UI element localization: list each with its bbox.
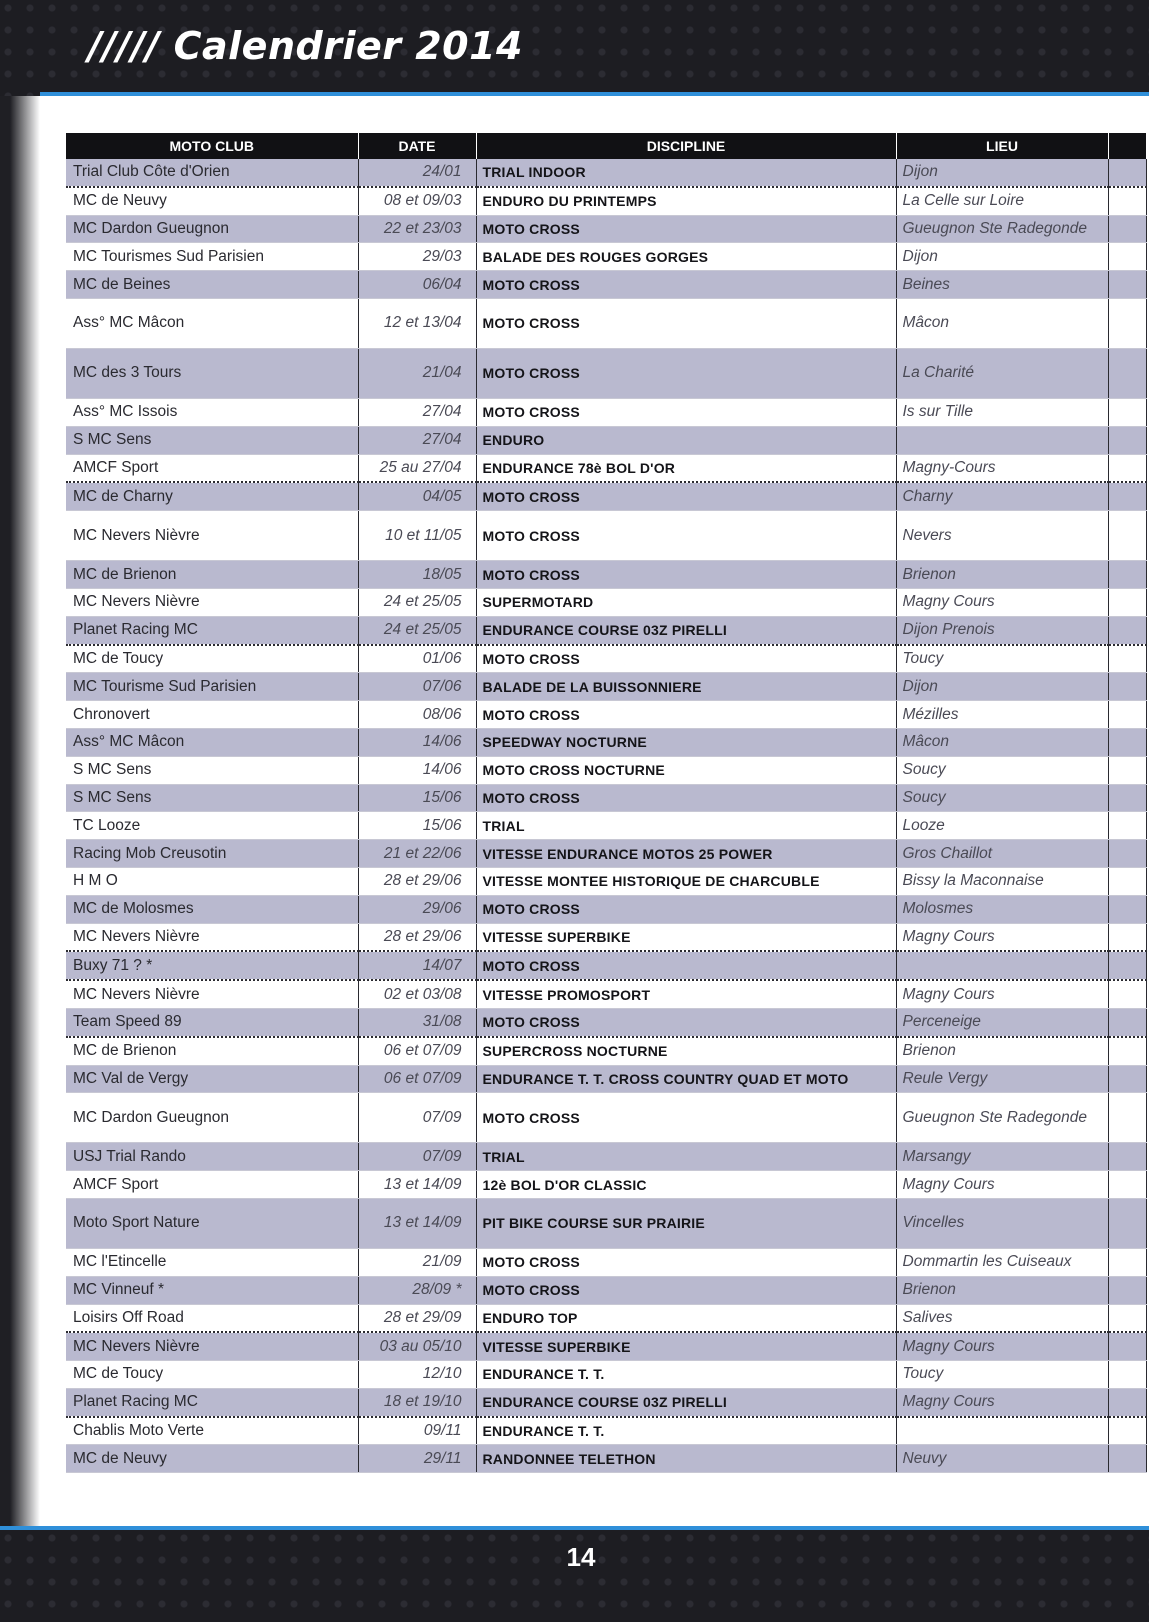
table-row [66, 1445, 1146, 1473]
blank-cell [1108, 951, 1146, 980]
table-row [66, 1417, 1146, 1445]
lieu-cell: Soucy [896, 784, 1108, 812]
club-cell: Ass° MC Mâcon [66, 298, 358, 348]
table-row [66, 215, 1146, 243]
date-cell: 13 et 14/09 [358, 1171, 476, 1199]
date-cell: 01/06 [358, 645, 476, 673]
blank-cell [1108, 616, 1146, 644]
club-cell: S MC Sens [66, 756, 358, 784]
lieu-cell: Molosmes [896, 895, 1108, 923]
date-cell: 21 et 22/06 [358, 840, 476, 868]
discipline-cell: MOTO CROSS [476, 398, 896, 426]
table-row [66, 482, 1146, 510]
column-header-club: MOTO CLUB [66, 133, 358, 159]
discipline-cell: MOTO CROSS NOCTURNE [476, 756, 896, 784]
discipline-cell: SUPERCROSS NOCTURNE [476, 1037, 896, 1065]
blank-cell [1108, 1037, 1146, 1065]
lieu-cell: Magny Cours [896, 923, 1108, 951]
blank-cell [1108, 271, 1146, 299]
date-cell: 12 et 13/04 [358, 298, 476, 348]
date-cell: 21/09 [358, 1248, 476, 1276]
club-cell: MC Nevers Nièvre [66, 511, 358, 561]
table-row [66, 588, 1146, 616]
table-header-row [66, 133, 1146, 159]
date-cell: 08 et 09/03 [358, 187, 476, 215]
table-row [66, 1198, 1146, 1248]
table-row [66, 645, 1146, 673]
column-header-date: DATE [358, 133, 476, 159]
blank-cell [1108, 348, 1146, 398]
club-cell: MC Nevers Nièvre [66, 1332, 358, 1360]
discipline-cell: ENDURANCE 78è BOL D'OR [476, 454, 896, 482]
discipline-cell: MOTO CROSS [476, 271, 896, 299]
lieu-cell: Neuvy [896, 1445, 1108, 1473]
table-row [66, 1304, 1146, 1332]
club-cell: Moto Sport Nature [66, 1198, 358, 1248]
discipline-cell: SUPERMOTARD [476, 588, 896, 616]
club-cell: MC Nevers Nièvre [66, 588, 358, 616]
club-cell: MC des 3 Tours [66, 348, 358, 398]
lieu-cell: Toucy [896, 645, 1108, 673]
blank-cell [1108, 511, 1146, 561]
discipline-cell: BALADE DES ROUGES GORGES [476, 243, 896, 271]
discipline-cell: ENDURANCE T. T. [476, 1417, 896, 1445]
discipline-cell: SPEEDWAY NOCTURNE [476, 728, 896, 756]
discipline-cell: MOTO CROSS [476, 348, 896, 398]
lieu-cell: Is sur Tille [896, 398, 1108, 426]
date-cell: 14/06 [358, 728, 476, 756]
table-row [66, 980, 1146, 1008]
blank-cell [1108, 1093, 1146, 1143]
club-cell: MC Vinneuf * [66, 1276, 358, 1304]
club-cell: USJ Trial Rando [66, 1143, 358, 1171]
date-cell: 28/09 * [358, 1276, 476, 1304]
table-row [66, 454, 1146, 482]
date-cell: 14/06 [358, 756, 476, 784]
club-cell: Trial Club Côte d'Orien [66, 159, 358, 187]
discipline-cell: MOTO CROSS [476, 1093, 896, 1143]
date-cell: 06/04 [358, 271, 476, 299]
lieu-cell: Perceneige [896, 1008, 1108, 1036]
lieu-cell [896, 426, 1108, 454]
blank-cell [1108, 1304, 1146, 1332]
lieu-cell: Reule Vergy [896, 1065, 1108, 1093]
discipline-cell: VITESSE SUPERBIKE [476, 923, 896, 951]
lieu-cell: Soucy [896, 756, 1108, 784]
lieu-cell: Charny [896, 482, 1108, 510]
club-cell: AMCF Sport [66, 1171, 358, 1199]
discipline-cell: TRIAL [476, 812, 896, 840]
discipline-cell: RANDONNEE TELETHON [476, 1445, 896, 1473]
discipline-cell: ENDURANCE COURSE 03Z PIRELLI [476, 1388, 896, 1416]
club-cell: Ass° MC Mâcon [66, 728, 358, 756]
table-row [66, 348, 1146, 398]
discipline-cell: ENDURO DU PRINTEMPS [476, 187, 896, 215]
club-cell: Chronovert [66, 701, 358, 729]
table-row [66, 895, 1146, 923]
discipline-cell: MOTO CROSS [476, 784, 896, 812]
table-row [66, 701, 1146, 729]
discipline-cell: MOTO CROSS [476, 1276, 896, 1304]
discipline-cell: VITESSE SUPERBIKE [476, 1332, 896, 1360]
club-cell: MC de Molosmes [66, 895, 358, 923]
blank-cell [1108, 923, 1146, 951]
date-cell: 07/09 [358, 1143, 476, 1171]
club-cell: Ass° MC Issois [66, 398, 358, 426]
date-cell: 28 et 29/09 [358, 1304, 476, 1332]
blank-cell [1108, 454, 1146, 482]
blank-cell [1108, 756, 1146, 784]
club-cell: TC Looze [66, 812, 358, 840]
date-cell: 15/06 [358, 812, 476, 840]
lieu-cell: Gueugnon Ste Radegonde [896, 215, 1108, 243]
blank-cell [1108, 728, 1146, 756]
club-cell: MC de Charny [66, 482, 358, 510]
blank-cell [1108, 187, 1146, 215]
table-row [66, 1037, 1146, 1065]
discipline-cell: ENDURO TOP [476, 1304, 896, 1332]
lieu-cell: Magny Cours [896, 588, 1108, 616]
lieu-cell: Vincelles [896, 1198, 1108, 1248]
blank-cell [1108, 840, 1146, 868]
lieu-cell: Gueugnon Ste Radegonde [896, 1093, 1108, 1143]
lieu-cell: Mézilles [896, 701, 1108, 729]
club-cell: MC de Brienon [66, 561, 358, 589]
table-row [66, 756, 1146, 784]
blank-cell [1108, 784, 1146, 812]
date-cell: 18/05 [358, 561, 476, 589]
date-cell: 22 et 23/03 [358, 215, 476, 243]
blank-cell [1108, 561, 1146, 589]
lieu-cell: Magny Cours [896, 1388, 1108, 1416]
table-row [66, 1171, 1146, 1199]
table-row [66, 1388, 1146, 1416]
discipline-cell: MOTO CROSS [476, 895, 896, 923]
date-cell: 06 et 07/09 [358, 1065, 476, 1093]
table-row [66, 923, 1146, 951]
discipline-cell: TRIAL [476, 1143, 896, 1171]
club-cell: MC l'Etincelle [66, 1248, 358, 1276]
lieu-cell: Brienon [896, 561, 1108, 589]
blank-cell [1108, 645, 1146, 673]
calendar-body [66, 159, 1146, 1473]
table-row [66, 867, 1146, 895]
club-cell: S MC Sens [66, 426, 358, 454]
club-cell: MC de Toucy [66, 645, 358, 673]
discipline-cell: MOTO CROSS [476, 511, 896, 561]
lieu-cell: Dijon Prenois [896, 616, 1108, 644]
page-number: 14 [566, 1542, 596, 1572]
table-row [66, 398, 1146, 426]
column-header-discipline: DISCIPLINE [476, 133, 896, 159]
lieu-cell: Marsangy [896, 1143, 1108, 1171]
blank-cell [1108, 1276, 1146, 1304]
discipline-cell: MOTO CROSS [476, 701, 896, 729]
discipline-cell: MOTO CROSS [476, 482, 896, 510]
club-cell: Planet Racing MC [66, 616, 358, 644]
discipline-cell: VITESSE MONTEE HISTORIQUE DE CHARCUBLE [476, 867, 896, 895]
header-accent-line [40, 92, 1149, 96]
table-row [66, 187, 1146, 215]
table-row [66, 1065, 1146, 1093]
discipline-cell: BALADE DE LA BUISSONNIERE [476, 673, 896, 701]
blank-cell [1108, 243, 1146, 271]
date-cell: 14/07 [358, 951, 476, 980]
table-row [66, 840, 1146, 868]
lieu-cell: Bissy la Maconnaise [896, 867, 1108, 895]
table-row [66, 1361, 1146, 1389]
lieu-cell: Toucy [896, 1361, 1108, 1389]
club-cell: H M O [66, 867, 358, 895]
table-row [66, 812, 1146, 840]
calendar-table [66, 133, 1147, 1473]
club-cell: MC de Neuvy [66, 187, 358, 215]
table-row [66, 728, 1146, 756]
blank-cell [1108, 215, 1146, 243]
discipline-cell: ENDURANCE COURSE 03Z PIRELLI [476, 616, 896, 644]
table-row [66, 243, 1146, 271]
date-cell: 28 et 29/06 [358, 867, 476, 895]
lieu-cell [896, 951, 1108, 980]
lieu-cell: Dommartin les Cuiseaux [896, 1248, 1108, 1276]
date-cell: 24 et 25/05 [358, 616, 476, 644]
blank-cell [1108, 867, 1146, 895]
club-cell: Chablis Moto Verte [66, 1417, 358, 1445]
page-title: ///// Calendrier 2014 [88, 24, 523, 68]
date-cell: 03 au 05/10 [358, 1332, 476, 1360]
club-cell: MC de Toucy [66, 1361, 358, 1389]
date-cell: 15/06 [358, 784, 476, 812]
lieu-cell: Salives [896, 1304, 1108, 1332]
table-row [66, 673, 1146, 701]
table-row [66, 1248, 1146, 1276]
blank-cell [1108, 426, 1146, 454]
date-cell: 13 et 14/09 [358, 1198, 476, 1248]
column-header-lieu: LIEU [896, 133, 1108, 159]
table-row [66, 1093, 1146, 1143]
page-edge-shadow [0, 96, 40, 1526]
table-row [66, 1008, 1146, 1036]
date-cell: 31/08 [358, 1008, 476, 1036]
discipline-cell: ENDURANCE T. T. [476, 1361, 896, 1389]
blank-cell [1108, 298, 1146, 348]
club-cell: MC Tourismes Sud Parisien [66, 243, 358, 271]
club-cell: Planet Racing MC [66, 1388, 358, 1416]
lieu-cell: Looze [896, 812, 1108, 840]
discipline-cell: TRIAL INDOOR [476, 159, 896, 187]
table-row [66, 784, 1146, 812]
lieu-cell: Gros Chaillot [896, 840, 1108, 868]
discipline-cell: ENDURO [476, 426, 896, 454]
date-cell: 27/04 [358, 398, 476, 426]
club-cell: Loisirs Off Road [66, 1304, 358, 1332]
blank-cell [1108, 1171, 1146, 1199]
lieu-cell: Dijon [896, 159, 1108, 187]
date-cell: 24 et 25/05 [358, 588, 476, 616]
club-cell: MC de Beines [66, 271, 358, 299]
table-row [66, 159, 1146, 187]
date-cell: 25 au 27/04 [358, 454, 476, 482]
blank-cell [1108, 1248, 1146, 1276]
date-cell: 02 et 03/08 [358, 980, 476, 1008]
table-row [66, 1143, 1146, 1171]
lieu-cell: La Celle sur Loire [896, 187, 1108, 215]
date-cell: 04/05 [358, 482, 476, 510]
date-cell: 09/11 [358, 1417, 476, 1445]
table-row [66, 271, 1146, 299]
discipline-cell: MOTO CROSS [476, 561, 896, 589]
club-cell: MC Nevers Nièvre [66, 980, 358, 1008]
date-cell: 28 et 29/06 [358, 923, 476, 951]
lieu-cell: Magny-Cours [896, 454, 1108, 482]
date-cell: 29/11 [358, 1445, 476, 1473]
blank-cell [1108, 398, 1146, 426]
date-cell: 07/09 [358, 1093, 476, 1143]
club-cell: MC Dardon Gueugnon [66, 215, 358, 243]
discipline-cell: MOTO CROSS [476, 298, 896, 348]
club-cell: MC Tourisme Sud Parisien [66, 673, 358, 701]
club-cell: MC Val de Vergy [66, 1065, 358, 1093]
table-row [66, 426, 1146, 454]
blank-cell [1108, 1417, 1146, 1445]
blank-cell [1108, 895, 1146, 923]
date-cell: 08/06 [358, 701, 476, 729]
club-cell: MC de Neuvy [66, 1445, 358, 1473]
club-cell: MC Dardon Gueugnon [66, 1093, 358, 1143]
date-cell: 12/10 [358, 1361, 476, 1389]
blank-cell [1108, 1388, 1146, 1416]
discipline-cell: MOTO CROSS [476, 645, 896, 673]
discipline-cell: 12è BOL D'OR CLASSIC [476, 1171, 896, 1199]
table-row [66, 298, 1146, 348]
lieu-cell: Magny Cours [896, 980, 1108, 1008]
discipline-cell: MOTO CROSS [476, 1008, 896, 1036]
lieu-cell: Nevers [896, 511, 1108, 561]
table-row [66, 616, 1146, 644]
club-cell: Racing Mob Creusotin [66, 840, 358, 868]
blank-cell [1108, 159, 1146, 187]
blank-cell [1108, 1143, 1146, 1171]
date-cell: 10 et 11/05 [358, 511, 476, 561]
club-cell: S MC Sens [66, 784, 358, 812]
date-cell: 07/06 [358, 673, 476, 701]
table-row [66, 561, 1146, 589]
blank-cell [1108, 980, 1146, 1008]
lieu-cell: Mâcon [896, 298, 1108, 348]
club-cell: AMCF Sport [66, 454, 358, 482]
lieu-cell: Beines [896, 271, 1108, 299]
lieu-cell: Magny Cours [896, 1332, 1108, 1360]
blank-cell [1108, 1065, 1146, 1093]
date-cell: 18 et 19/10 [358, 1388, 476, 1416]
discipline-cell: PIT BIKE COURSE SUR PRAIRIE [476, 1198, 896, 1248]
date-cell: 27/04 [358, 426, 476, 454]
blank-cell [1108, 673, 1146, 701]
date-cell: 29/06 [358, 895, 476, 923]
lieu-cell [896, 1417, 1108, 1445]
date-cell: 21/04 [358, 348, 476, 398]
blank-cell [1108, 1332, 1146, 1360]
lieu-cell: Dijon [896, 243, 1108, 271]
club-cell: Buxy 71 ? * [66, 951, 358, 980]
lieu-cell: La Charité [896, 348, 1108, 398]
blank-cell [1108, 1445, 1146, 1473]
lieu-cell: Magny Cours [896, 1171, 1108, 1199]
blank-cell [1108, 812, 1146, 840]
club-cell: MC Nevers Nièvre [66, 923, 358, 951]
lieu-cell: Dijon [896, 673, 1108, 701]
header-band [0, 0, 1149, 96]
date-cell: 24/01 [358, 159, 476, 187]
discipline-cell: VITESSE ENDURANCE MOTOS 25 POWER [476, 840, 896, 868]
blank-cell [1108, 1361, 1146, 1389]
table-row [66, 1276, 1146, 1304]
blank-cell [1108, 701, 1146, 729]
date-cell: 29/03 [358, 243, 476, 271]
discipline-cell: VITESSE PROMOSPORT [476, 980, 896, 1008]
discipline-cell: MOTO CROSS [476, 951, 896, 980]
club-cell: MC de Brienon [66, 1037, 358, 1065]
column-header-blank [1108, 133, 1146, 159]
lieu-cell: Brienon [896, 1037, 1108, 1065]
lieu-cell: Brienon [896, 1276, 1108, 1304]
date-cell: 06 et 07/09 [358, 1037, 476, 1065]
club-cell: Team Speed 89 [66, 1008, 358, 1036]
discipline-cell: MOTO CROSS [476, 215, 896, 243]
discipline-cell: MOTO CROSS [476, 1248, 896, 1276]
blank-cell [1108, 482, 1146, 510]
blank-cell [1108, 1198, 1146, 1248]
discipline-cell: ENDURANCE T. T. CROSS COUNTRY QUAD ET MOTO [476, 1065, 896, 1093]
table-row [66, 1332, 1146, 1360]
lieu-cell: Mâcon [896, 728, 1108, 756]
blank-cell [1108, 1008, 1146, 1036]
table-row [66, 951, 1146, 980]
table-row [66, 511, 1146, 561]
blank-cell [1108, 588, 1146, 616]
